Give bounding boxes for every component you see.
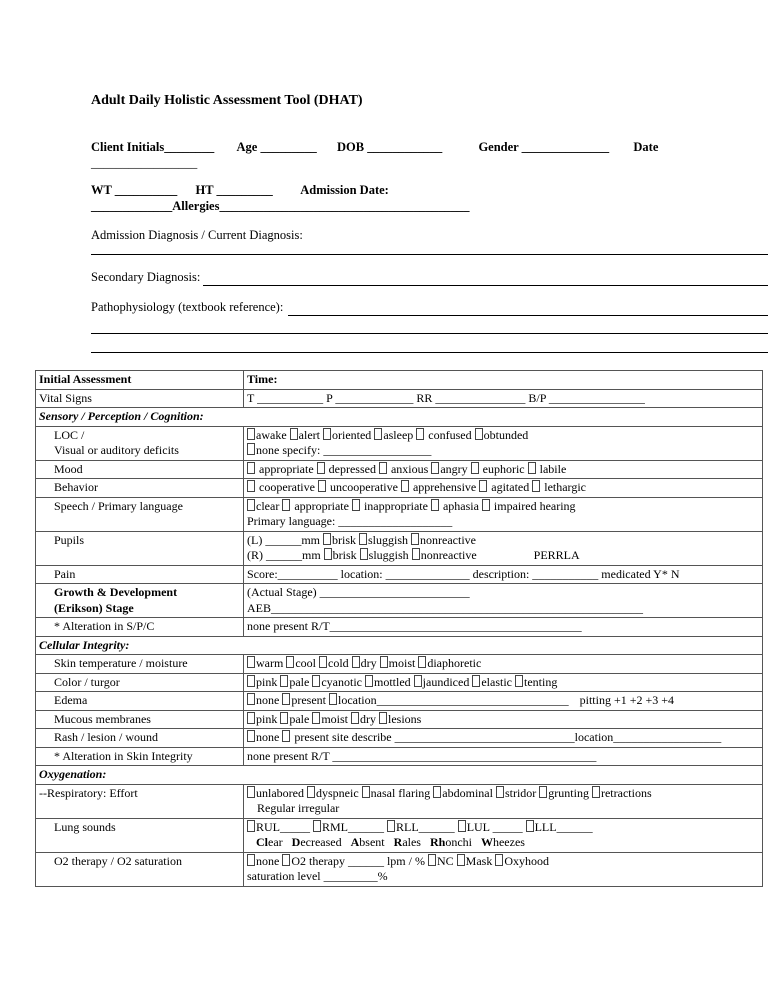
section-cellular [36, 636, 763, 655]
edema-location-field[interactable]: location________________________________ [337, 693, 569, 707]
pupil-option-label: nonreactive [420, 548, 477, 562]
color-option-label: elastic [481, 674, 512, 689]
resp-option-label: retractions [600, 785, 652, 800]
checkbox-icon[interactable] [362, 786, 370, 798]
lung-lobe-field[interactable]: LUL _____ [466, 819, 523, 834]
checkbox-icon[interactable] [428, 854, 436, 866]
checkbox-icon[interactable] [528, 462, 536, 474]
lung-lobe-field[interactable]: RML______ [322, 819, 385, 834]
checkbox-icon[interactable] [312, 675, 320, 687]
resp-option-label: abdominal [442, 785, 493, 800]
mood-option-label: euphoric [479, 461, 525, 476]
behavior-option-label: apprehensive [409, 480, 477, 494]
checkbox-icon[interactable] [290, 428, 298, 440]
skin-option-label: cool [295, 656, 316, 670]
key-word: ales [402, 835, 421, 849]
loc-label-line1: LOC / [54, 427, 85, 442]
respiratory-options [244, 784, 763, 818]
secondary-diagnosis-label: Secondary Diagnosis: [91, 270, 201, 284]
mood-option-label: labile [536, 461, 567, 476]
checkbox-icon[interactable] [317, 462, 325, 474]
pupils-label: Pupils [36, 531, 244, 565]
initial-assessment-header: Initial Assessment [36, 371, 244, 390]
checkbox-icon[interactable] [495, 854, 503, 866]
lung-lobe-field[interactable]: RLL______ [396, 819, 455, 834]
checkbox-icon[interactable] [286, 656, 294, 668]
section-sensory [36, 408, 763, 427]
secondary-diagnosis-line[interactable] [203, 285, 768, 286]
skin-row [36, 655, 763, 674]
checkbox-icon[interactable] [319, 656, 327, 668]
checkbox-icon[interactable] [592, 786, 600, 798]
checkbox-icon[interactable] [247, 428, 255, 440]
oxygenation-heading: Oxygenation: [36, 766, 763, 785]
checkbox-icon[interactable] [247, 820, 255, 832]
mucous-option-label: pale [289, 711, 310, 726]
color-option-label: pink [256, 674, 278, 689]
mucous-row [36, 710, 763, 729]
loc-none-option[interactable] [247, 443, 431, 457]
key-letter: Rh [429, 835, 446, 849]
checkbox-icon[interactable] [496, 786, 504, 798]
edema-row [36, 692, 763, 711]
behavior-row [36, 479, 763, 498]
edema-options [244, 692, 763, 711]
cellular-heading: Cellular Integrity: [36, 636, 763, 655]
measure-line [91, 183, 389, 198]
speech-option-label: inappropriate [360, 498, 428, 513]
lung-sounds-label: Lung sounds [36, 818, 244, 852]
alteration-spc-field[interactable]: none present R/T__________________________________________ [244, 618, 763, 637]
pupils-options [244, 531, 763, 565]
alteration-skin-row [36, 747, 763, 766]
mucous-label: Mucous membranes [36, 710, 244, 729]
color-row [36, 673, 763, 692]
color-option-label: cyanotic [321, 674, 362, 689]
loc-label-line2: Visual or auditory deficits [54, 443, 179, 457]
mood-option-label: angry [440, 461, 468, 476]
alteration-spc-label: * Alteration in S/P/C [36, 618, 244, 637]
loc-option[interactable] [416, 428, 471, 442]
loc-option[interactable] [290, 428, 320, 442]
weight-field[interactable]: WT __________ [91, 183, 178, 197]
resp-option-label: dyspneic [315, 785, 359, 800]
skin-label: Skin temperature / moisture [36, 655, 244, 674]
speech-option-label: aphasia [439, 498, 479, 513]
mood-options [244, 460, 763, 479]
o2-option-label: Oxyhood [504, 853, 549, 868]
checkbox-icon[interactable] [433, 786, 441, 798]
behavior-option-label: agitated [488, 480, 530, 494]
pupil-right-field[interactable]: (R) ______mm [247, 548, 321, 562]
o2-therapy-row [36, 852, 763, 886]
loc-option-label: awake [256, 427, 287, 442]
mood-option-label: depressed [325, 461, 376, 476]
pupil-option-label: nonreactive [420, 532, 476, 547]
rash-label: Rash / lesion / wound [36, 729, 244, 748]
client-initials-field[interactable]: Client Initials________ [91, 140, 215, 154]
mucous-option-label: moist [321, 711, 349, 726]
resp-option-label: unlabored [256, 785, 304, 800]
growth-row [36, 584, 763, 618]
checkbox-icon[interactable] [352, 499, 360, 511]
date-label: Date [633, 140, 659, 154]
checkbox-icon[interactable] [412, 548, 420, 560]
admission-diagnosis-line[interactable] [91, 254, 768, 255]
key-letter: W [480, 835, 493, 849]
checkbox-icon[interactable] [418, 656, 426, 668]
checkbox-icon[interactable] [247, 499, 255, 511]
checkbox-icon[interactable] [282, 854, 290, 866]
speech-option-label: appropriate [291, 498, 349, 513]
behavior-option-label: lethargic [541, 480, 586, 494]
pupil-left-field[interactable]: (L) ______mm [247, 532, 320, 547]
speech-options [244, 497, 763, 531]
loc-option-label: asleep [383, 427, 414, 442]
checkbox-icon[interactable] [416, 428, 424, 440]
skin-option-label: diaphoretic [427, 656, 482, 670]
actual-stage-field[interactable]: (Actual Stage) _________________________ [247, 585, 470, 599]
checkbox-icon[interactable] [282, 693, 290, 705]
rash-option-label: none [256, 730, 280, 744]
checkbox-icon[interactable] [539, 786, 547, 798]
assessment-table [35, 370, 763, 887]
key-letter: A [350, 835, 360, 849]
table-header-row [36, 371, 763, 390]
checkbox-icon[interactable] [471, 462, 479, 474]
pupil-option-label: sluggish [368, 532, 409, 547]
key-word: ecreased [300, 835, 342, 849]
checkbox-icon[interactable] [360, 548, 368, 560]
aeb-field[interactable]: AEB______________________________________________________________ [247, 600, 643, 615]
lung-key-absent [351, 835, 385, 849]
respiratory-row [36, 784, 763, 818]
checkbox-icon[interactable] [247, 675, 255, 687]
admission-diagnosis-label: Admission Diagnosis / Current Diagnosis: [91, 228, 303, 242]
pain-row [36, 565, 763, 584]
checkbox-icon[interactable] [380, 656, 388, 668]
dob-field[interactable]: DOB ____________ [336, 140, 443, 154]
checkbox-icon[interactable] [526, 820, 534, 832]
loc-options [244, 426, 763, 460]
checkbox-icon[interactable] [431, 462, 439, 474]
color-option-label: tenting [523, 674, 558, 689]
checkbox-icon[interactable] [365, 675, 373, 687]
vital-signs-fields[interactable]: T ___________ P _____________ RR _______________ B/P ________________ [244, 389, 763, 408]
client-info-line [91, 140, 658, 155]
admission-date-label: Admission Date: [300, 183, 389, 197]
pathophysiology-label: Pathophysiology (textbook reference): [91, 300, 284, 314]
key-word: ear [268, 835, 283, 849]
loc-option[interactable] [374, 428, 413, 442]
checkbox-icon[interactable] [247, 443, 255, 455]
lung-key-wheezes [481, 835, 525, 849]
saturation-field[interactable]: saturation level _________% [247, 869, 388, 883]
vital-signs-row [36, 389, 763, 408]
lung-sounds-row [36, 818, 763, 852]
checkbox-icon[interactable] [323, 428, 331, 440]
lung-sounds-options [244, 818, 763, 852]
height-field[interactable]: HT _________ [195, 183, 273, 197]
growth-label-line1: Growth & Development [54, 585, 178, 599]
checkbox-icon[interactable] [329, 693, 337, 705]
vital-signs-label: Vital Signs [36, 389, 244, 408]
resp-option-label: nasal flaring [370, 785, 431, 800]
pupils-row [36, 531, 763, 565]
checkbox-icon[interactable] [379, 712, 387, 724]
growth-label-line2: (Erikson) Stage [54, 600, 134, 615]
o2-therapy-options [244, 852, 763, 886]
checkbox-icon[interactable] [247, 786, 255, 798]
checkbox-icon[interactable] [323, 533, 331, 545]
checkbox-icon[interactable] [359, 533, 367, 545]
skin-options [244, 655, 763, 674]
checkbox-icon[interactable] [475, 428, 483, 440]
pathophysiology-line-3[interactable] [91, 352, 768, 353]
skin-option-label: warm [256, 656, 284, 670]
pain-fields[interactable]: Score:__________ location: ______________ description: ___________ medicated Y* N [244, 565, 763, 584]
checkbox-icon[interactable] [313, 820, 321, 832]
date-field[interactable]: _________________ [91, 156, 198, 170]
speech-option-label: clear [256, 498, 280, 513]
o2-flow-field[interactable]: O2 therapy ______ lpm / % [291, 853, 425, 868]
speech-row [36, 497, 763, 531]
checkbox-icon[interactable] [515, 675, 523, 687]
checkbox-icon[interactable] [247, 730, 255, 742]
alteration-skin-field[interactable]: none present R/T ____________________________________________ [244, 747, 763, 766]
skin-option-label: dry [360, 656, 377, 670]
skin-option-label: moist [388, 656, 416, 670]
checkbox-icon[interactable] [247, 854, 255, 866]
checkbox-icon[interactable] [280, 675, 288, 687]
checkbox-icon[interactable] [431, 499, 439, 511]
checkbox-icon[interactable] [352, 656, 360, 668]
color-option-label: pale [289, 674, 310, 689]
mood-label: Mood [36, 460, 244, 479]
key-letter: D [291, 835, 301, 849]
growth-label [36, 584, 244, 618]
o2-option-label: NC [436, 853, 454, 868]
lung-key-clear [256, 835, 283, 849]
key-word: bsent [359, 835, 385, 849]
checkbox-icon[interactable] [458, 820, 466, 832]
edema-option-label: none [256, 693, 280, 707]
loc-label [36, 426, 244, 460]
behavior-option-label: uncooperative [326, 480, 398, 494]
regularity-options[interactable]: Regular irregular [257, 801, 340, 815]
loc-option-label: confused [425, 427, 472, 442]
color-options [244, 673, 763, 692]
speech-option-label: impaired hearing [490, 498, 576, 513]
perrla-label: PERRLA [533, 548, 580, 562]
checkbox-icon[interactable] [307, 786, 315, 798]
checkbox-icon[interactable] [282, 730, 290, 742]
resp-option-label: stridor [504, 785, 537, 800]
loc-none-label: none specify: __________________ [256, 443, 432, 457]
loc-option[interactable] [323, 428, 371, 442]
mucous-option-label: dry [360, 711, 377, 726]
loc-option[interactable] [247, 428, 287, 442]
color-label: Color / turgor [36, 673, 244, 692]
checkbox-icon[interactable] [374, 428, 382, 440]
growth-fields [244, 584, 763, 618]
checkbox-icon[interactable] [457, 854, 465, 866]
o2-option-label: Mask [465, 853, 493, 868]
loc-row [36, 426, 763, 460]
color-option-label: mottled [374, 674, 411, 689]
alteration-spc-row [36, 618, 763, 637]
key-letter: R [393, 835, 403, 849]
checkbox-icon[interactable] [247, 712, 255, 724]
mood-option-label: anxious [387, 461, 429, 476]
loc-option-label: alert [298, 427, 320, 442]
pupil-option-label: brisk [332, 548, 357, 562]
loc-option-label: oriented [331, 427, 372, 442]
gender-field[interactable]: Gender ______________ [478, 140, 610, 154]
primary-language-field[interactable]: Primary language: ___________________ [247, 514, 453, 528]
mood-row [36, 460, 763, 479]
time-header[interactable]: Time: [244, 371, 763, 390]
allergies-field[interactable]: _____________Allergies________________________________________ [91, 199, 470, 213]
pathophysiology-line-1[interactable] [288, 315, 768, 316]
pathophysiology-line-2[interactable] [91, 333, 768, 334]
edema-label: Edema [36, 692, 244, 711]
speech-label: Speech / Primary language [36, 497, 244, 531]
o2-option-label: none [256, 853, 280, 868]
checkbox-icon[interactable] [482, 499, 490, 511]
lung-key-rhonchi [430, 835, 472, 849]
resp-option-label: grunting [548, 785, 589, 800]
color-option-label: jaundiced [422, 674, 470, 689]
mucous-option-label: pink [256, 711, 278, 726]
pupil-option-label: brisk [332, 532, 356, 547]
lung-key-decreased [292, 835, 342, 849]
section-oxygenation [36, 766, 763, 785]
behavior-option-label: cooperative [256, 480, 315, 494]
rash-row [36, 729, 763, 748]
key-word: heezes [492, 835, 525, 849]
checkbox-icon[interactable] [318, 480, 326, 492]
checkbox-icon[interactable] [411, 533, 419, 545]
mucous-options [244, 710, 763, 729]
pupil-option-label: sluggish [368, 548, 409, 562]
pain-label: Pain [36, 565, 244, 584]
pitting-scale[interactable]: pitting +1 +2 +3 +4 [579, 693, 675, 707]
checkbox-icon[interactable] [312, 712, 320, 724]
checkbox-icon[interactable] [280, 712, 288, 724]
checkbox-icon[interactable] [247, 656, 255, 668]
checkbox-icon[interactable] [379, 462, 387, 474]
checkbox-icon[interactable] [282, 499, 290, 511]
checkbox-icon[interactable] [247, 480, 255, 492]
skin-option-label: cold [328, 656, 349, 670]
rash-describe-field[interactable]: present site describe ______________________________location__________________ [291, 730, 722, 744]
checkbox-icon[interactable] [414, 675, 422, 687]
checkbox-icon[interactable] [247, 462, 255, 474]
checkbox-icon[interactable] [324, 548, 332, 560]
age-field[interactable]: Age _________ [236, 140, 317, 154]
rash-options [244, 729, 763, 748]
o2-therapy-label: O2 therapy / O2 saturation [36, 852, 244, 886]
edema-option-label: present [291, 693, 326, 707]
behavior-options [244, 479, 763, 498]
checkbox-icon[interactable] [472, 675, 480, 687]
lung-lobe-field[interactable]: RUL_____ [256, 819, 310, 834]
mood-option-label: appropriate [256, 461, 314, 476]
respiratory-label: --Respiratory: Effort [36, 784, 244, 818]
checkbox-icon[interactable] [401, 480, 409, 492]
page-title: Adult Daily Holistic Assessment Tool (DHAT) [91, 93, 363, 108]
checkbox-icon[interactable] [479, 480, 487, 492]
key-word: onchi [445, 835, 472, 849]
behavior-label: Behavior [36, 479, 244, 498]
mucous-option-label: lesions [388, 711, 422, 726]
sensory-heading: Sensory / Perception / Cognition: [36, 408, 763, 427]
checkbox-icon[interactable] [532, 480, 540, 492]
loc-option[interactable] [475, 428, 529, 442]
checkbox-icon[interactable] [387, 820, 395, 832]
lung-lobe-field[interactable]: LLL______ [534, 819, 593, 834]
loc-option-label: obtunded [483, 427, 529, 442]
alteration-skin-label: * Alteration in Skin Integrity [36, 747, 244, 766]
checkbox-icon[interactable] [247, 693, 255, 705]
checkbox-icon[interactable] [351, 712, 359, 724]
key-letter: Cl [256, 835, 268, 849]
lung-key-rales [394, 835, 421, 849]
